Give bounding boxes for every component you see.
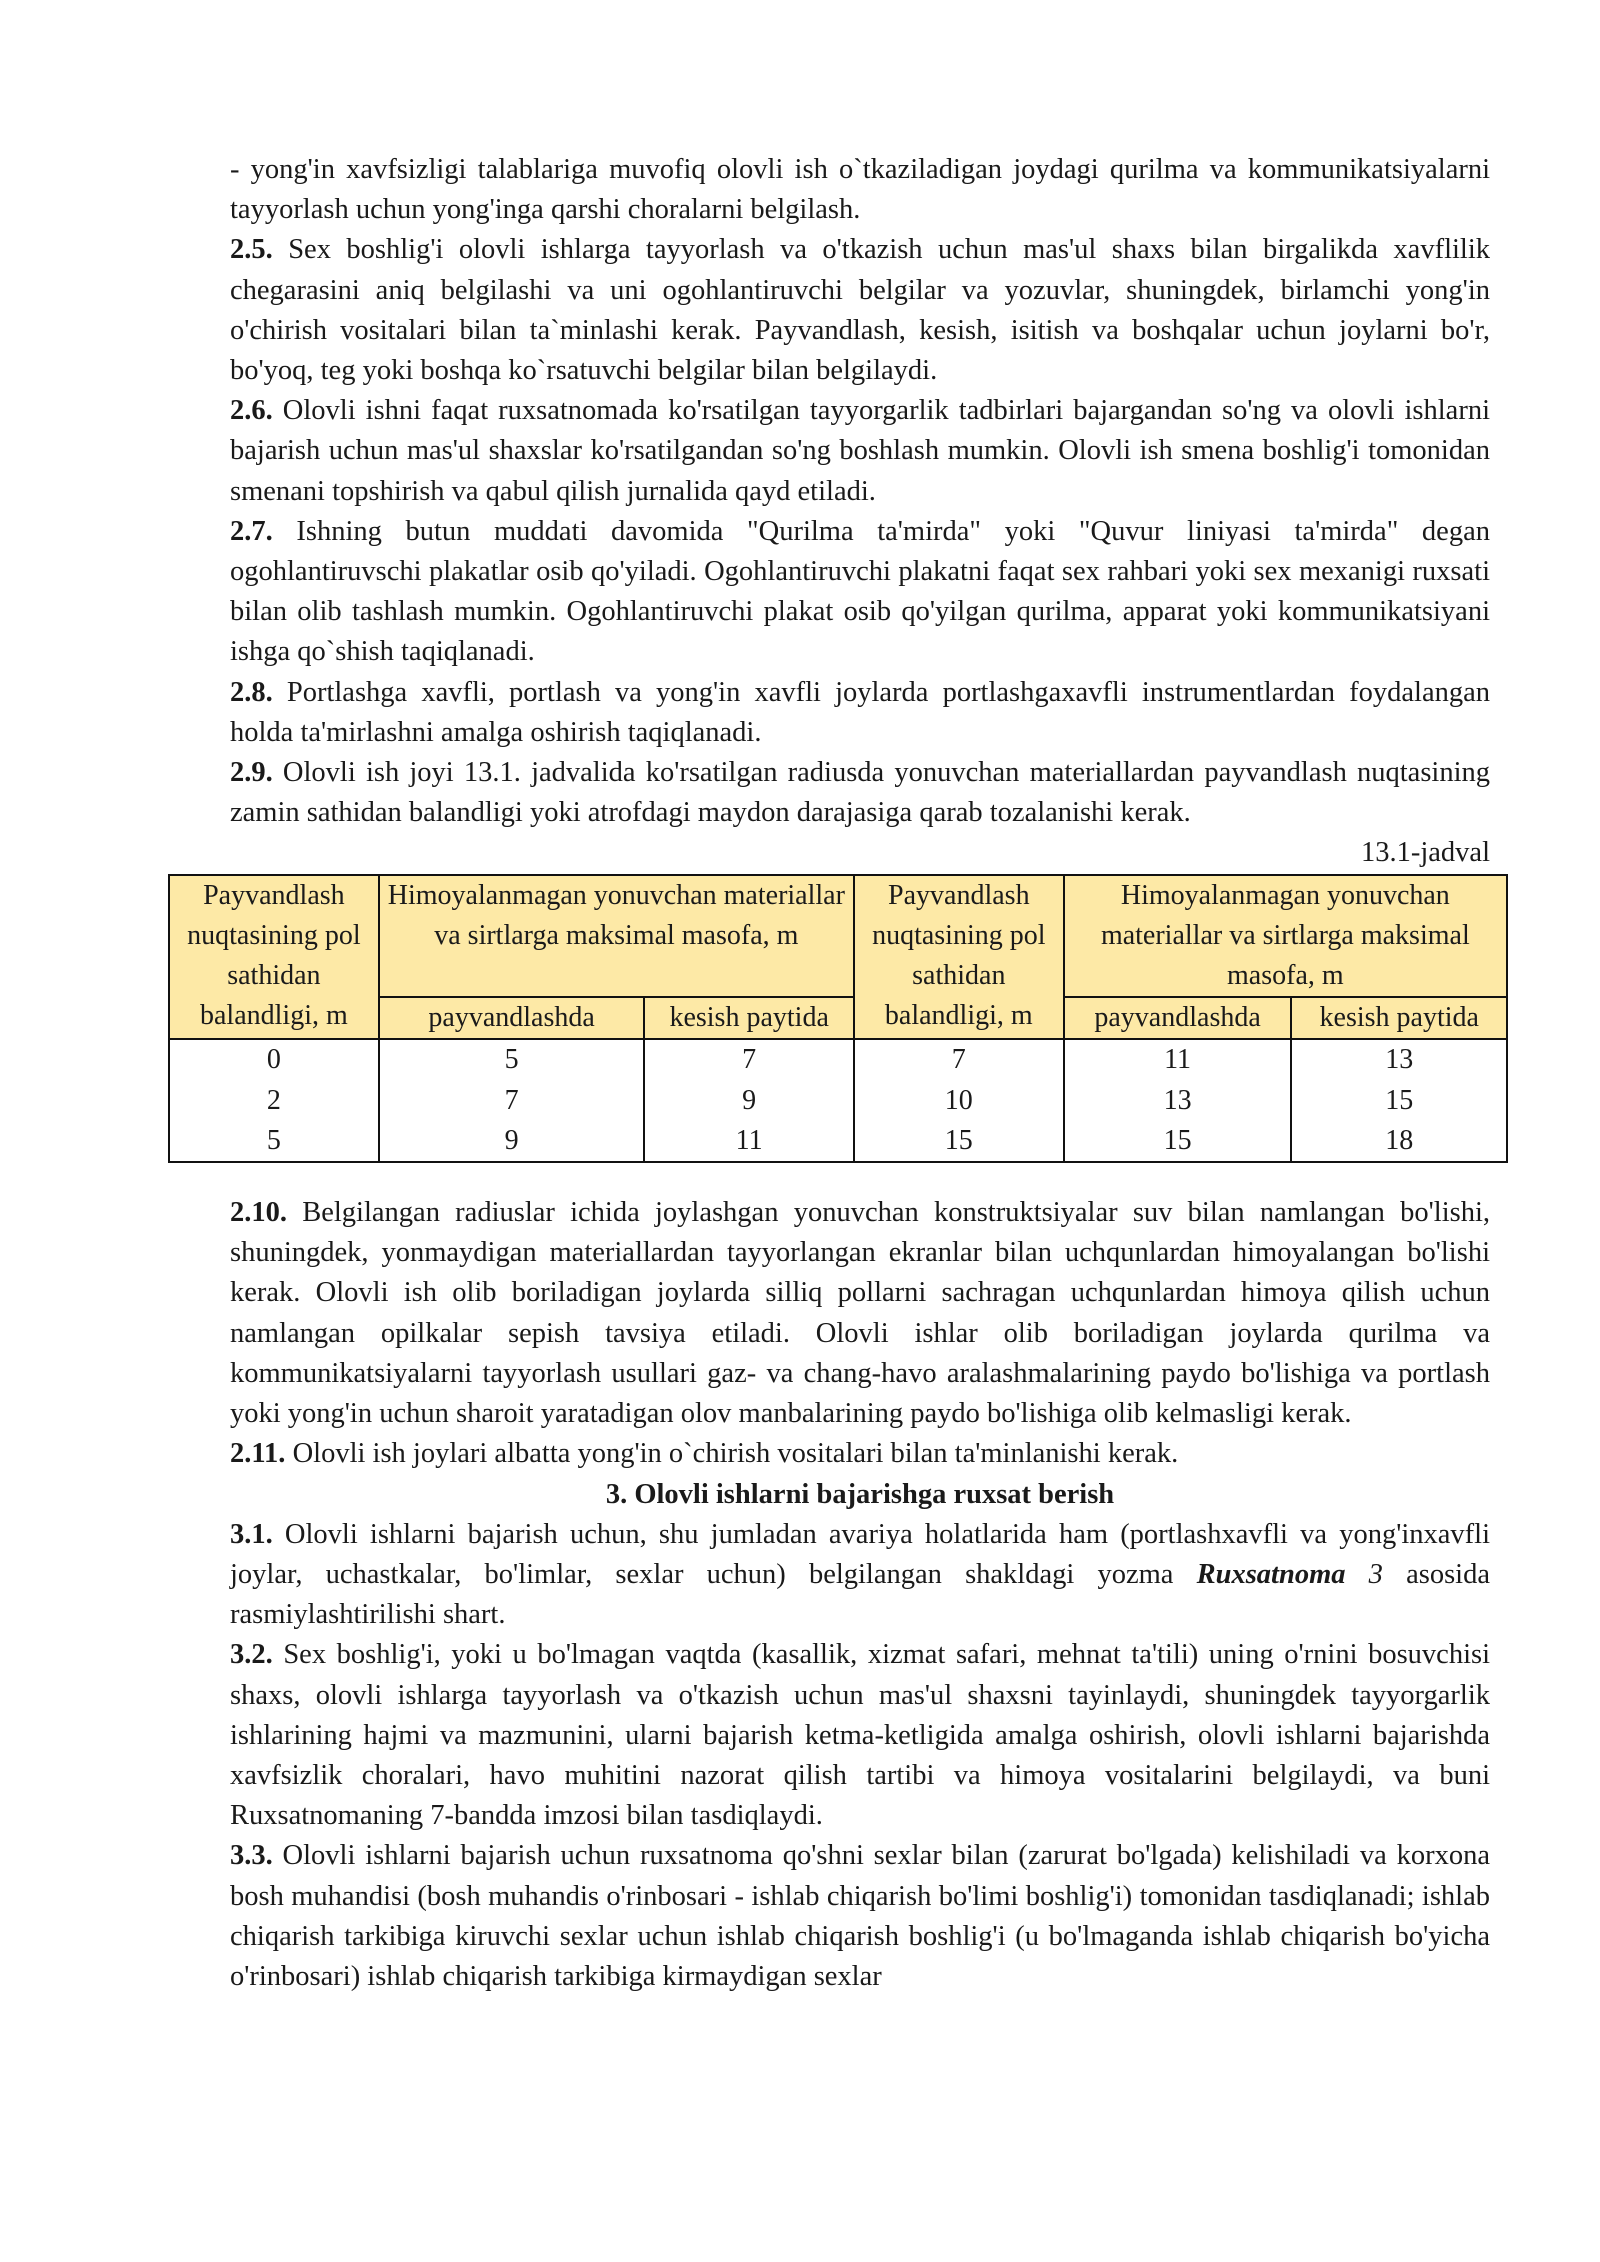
paragraph-number: 2.6.: [230, 395, 273, 427]
paragraph-number: 2.5.: [230, 234, 273, 266]
subheader-cutting: kesish paytida: [644, 997, 854, 1039]
document-page: [187, 150, 1490, 1997]
intro-paragraph: [230, 150, 1490, 230]
paragraph-text: Ishning butun muddati davomida "Qurilma ta'mirda" yoki "Quvur liniyasi ta'mirda" degan ogohlantiruvschi plakatlar osib qo'yiladi. Ogohlantiruvchi plakatni faqat sex rahbari yoki sex mexanigi ruxsati bilan olib tashlash mumkin. Ogohlantiruvchi plakat osib qo'yilgan qurilma, apparat yoki kommunikatsiyani ishga qo`shish taqiqlanadi.: [230, 515, 1490, 668]
paragraph-3-2: [230, 1635, 1490, 1836]
header-distance: Himoyalanmagan yonuvchan materiallar va sirtlarga maksimal masofa, m: [379, 875, 854, 998]
paragraph-3-1: [230, 1515, 1490, 1636]
paragraph-2-6: [230, 391, 1490, 512]
table-cell: 7: [854, 1039, 1064, 1080]
paragraph-number: 2.11.: [230, 1438, 286, 1470]
paragraph-number: 2.10.: [230, 1197, 287, 1229]
paragraph-text: Olovli ishni faqat ruxsatnomada ko'rsatilgan tayyorgarlik tadbirlari bajargandan so'ng va olovli ishlarni bajarish uchun mas'ul shaxslar ko'rsatilgandan so'ng boshlash mumkin. Olovli ish smena boshlig'i tomonidan smenani topshirish va qabul qilish jurnalida qayd etiladi.: [230, 395, 1490, 507]
paragraph-2-7: [230, 512, 1490, 673]
paragraph-text: Olovli ish joylari albatta yong'in o`chirish vositalari bilan ta'minlanishi kerak.: [285, 1438, 1179, 1470]
table-cell: 11: [1064, 1039, 1292, 1080]
table-cell: 15: [854, 1121, 1064, 1162]
subheader-welding: payvandlashda: [379, 997, 645, 1039]
paragraph-2-9: [230, 753, 1490, 833]
paragraph-text: Sex boshlig'i olovli ishlarga tayyorlash va o'tkazish uchun mas'ul shaxs bilan birgalikda xavflilik chegarasini aniq belgilashi va uni ogohlantiruvchi belgilar va yozuvlar, shuningdek, birlamchi yong'in o'chirish vositalari bilan ta`minlashi kerak. Payvandlash, kesish, isitish va boshqalar uchun joylarni bo'r, bo'yoq, teg yoki boshqa ko`rsatuvchi belgilar bilan belgilaydi.: [230, 234, 1490, 387]
permit-emphasis: Ruxsatnoma: [1196, 1558, 1346, 1590]
table-row: [169, 1081, 1507, 1121]
header-distance-2: Himoyalanmagan yonuvchan materiallar va sirtlarga maksimal masofa, m: [1064, 875, 1507, 998]
table-cell: 10: [854, 1081, 1064, 1121]
table-cell: 5: [379, 1039, 645, 1080]
table-cell: 7: [644, 1039, 854, 1080]
paragraph-3-3: [230, 1836, 1490, 1997]
permit-number: 3: [1345, 1558, 1383, 1590]
distance-table-wrapper: [168, 874, 1508, 1163]
subheader-welding-2: payvandlashda: [1064, 997, 1292, 1039]
table-cell: 7: [379, 1081, 645, 1121]
paragraph-number: 2.8.: [230, 676, 273, 708]
table-cell: 13: [1064, 1081, 1292, 1121]
distance-table: [168, 874, 1508, 1163]
paragraph-2-11: [230, 1434, 1490, 1474]
paragraph-number: 2.9.: [230, 757, 273, 789]
paragraph-tail: asosida rasmiylashtirilishi shart.: [230, 1558, 1490, 1631]
table-cell: 9: [379, 1121, 645, 1162]
subheader-cutting-2: kesish paytida: [1291, 997, 1507, 1039]
table-cell: 2: [169, 1081, 379, 1121]
table-row: [169, 1121, 1507, 1162]
table-caption: 13.1-jadval: [1360, 837, 1490, 869]
paragraph-text: Belgilangan radiuslar ichida joylashgan yonuvchan konstruktsiyalar suv bilan namlangan bo'lishi, shuningdek, yonmaydigan materiallardan tayyorlangan ekranlar bilan uchqunlardan himoyalangan bo'lishi kerak. Olovli ish olib boriladigan joylarda silliq pollarni sachragan uchqunlardan himoya qilish uchun namlangan opilkalar sepish tavsiya etiladi. Olovli ishlar olib boriladigan joylarda qurilma va kommunikatsiyalarni tayyorlash usullari gaz- va chang-havo aralashmalarining paydo bo'lishiga va portlash yoki yong'in uchun sharoit yaratadigan olov manbalarining paydo bo'lishiga olib kelmasligi kerak.: [230, 1197, 1490, 1430]
table-cell: 0: [169, 1039, 379, 1080]
paragraph-2-5: [230, 230, 1490, 391]
table-cell: 13: [1291, 1039, 1507, 1080]
paragraph-text: Sex boshlig'i, yoki u bo'lmagan vaqtda (kasallik, xizmat safari, mehnat ta'tili) uning o'rnini bosuvchisi shaxs, olovli ishlarga tayyorlash va o'tkazish uchun mas'ul shaxsni tayinlaydi, shuningdek tayyorgarlik ishlarining hajmi va mazmunini, ularni bajarish ketma-ketligida amalga oshirish, olovli ishlarni bajarishda xavfsizlik choralari, havo muhitini nazorat qilish tartibi va himoya vositalarini belgilaydi, va buni Ruxsatnomaning 7-bandda imzosi bilan tasdiqlaydi.: [230, 1639, 1490, 1832]
table-cell: 5: [169, 1121, 379, 1162]
intro-text: - yong'in xavfsizligi talablariga muvofiq olovli ish o`tkaziladigan joydagi qurilma va kommunikatsiyalarni tayyorlash uchun yong'inga qarshi choralarni belgilash.: [230, 154, 1490, 226]
paragraph-number: 3.2.: [230, 1639, 273, 1671]
table-cell: 15: [1064, 1121, 1292, 1162]
paragraph-text: Olovli ishlarni bajarish uchun, shu jumladan avariya holatlarida ham (portlashxavfli va yong'inxavfli joylar, uchastkalar, bo'limlar, sexlar uchun) belgilangan shakldagi yozma: [230, 1518, 1490, 1590]
paragraph-number: 3.3.: [230, 1840, 273, 1872]
table-cell: 15: [1291, 1081, 1507, 1121]
paragraph-text: Olovli ishlarni bajarish uchun ruxsatnoma qo'shni sexlar bilan (zarurat bo'lgada) kelishiladi va korxona bosh muhandisi (bosh muhandis o'rinbosari - ishlab chiqarish bo'limi boshlig'i) tomonidan tasdiqlanadi; ishlab chiqarish tarkibiga kiruvchi sexlar uchun ishlab chiqarish boshlig'i (u bo'lmaganda ishlab chiqarish bo'yicha o'rinbosari) ishlab chiqarish tarkibiga kirmaydigan sexlar: [230, 1840, 1490, 1992]
table-cell: 9: [644, 1081, 854, 1121]
header-height: Payvandlash nuqtasining pol sathidan balandligi, m: [169, 875, 379, 1040]
table-cell: 18: [1291, 1121, 1507, 1162]
table-row: [169, 1039, 1507, 1080]
table-cell: 11: [644, 1121, 854, 1162]
paragraph-2-10: [230, 1193, 1490, 1434]
header-height-2: Payvandlash nuqtasining pol sathidan balandligi, m: [854, 875, 1064, 1040]
paragraph-number: 3.1.: [230, 1518, 273, 1550]
section-3-heading: 3. Olovli ishlarni bajarishga ruxsat berish: [605, 1478, 1115, 1510]
paragraph-number: 2.7.: [230, 515, 273, 547]
paragraph-2-8: [230, 673, 1490, 753]
paragraph-text: Olovli ish joyi 13.1. jadvalida ko'rsatilgan radiusda yonuvchan materiallardan payvandlash nuqtasining zamin sathidan balandligi yoki atrofdagi maydon darajasiga qarab tozalanishi kerak.: [230, 757, 1490, 829]
paragraph-text: Portlashga xavfli, portlash va yong'in xavfli joylarda portlashgaxavfli instrumentlardan foydalangan holda ta'mirlashni amalga oshirish taqiqlanadi.: [230, 676, 1490, 748]
